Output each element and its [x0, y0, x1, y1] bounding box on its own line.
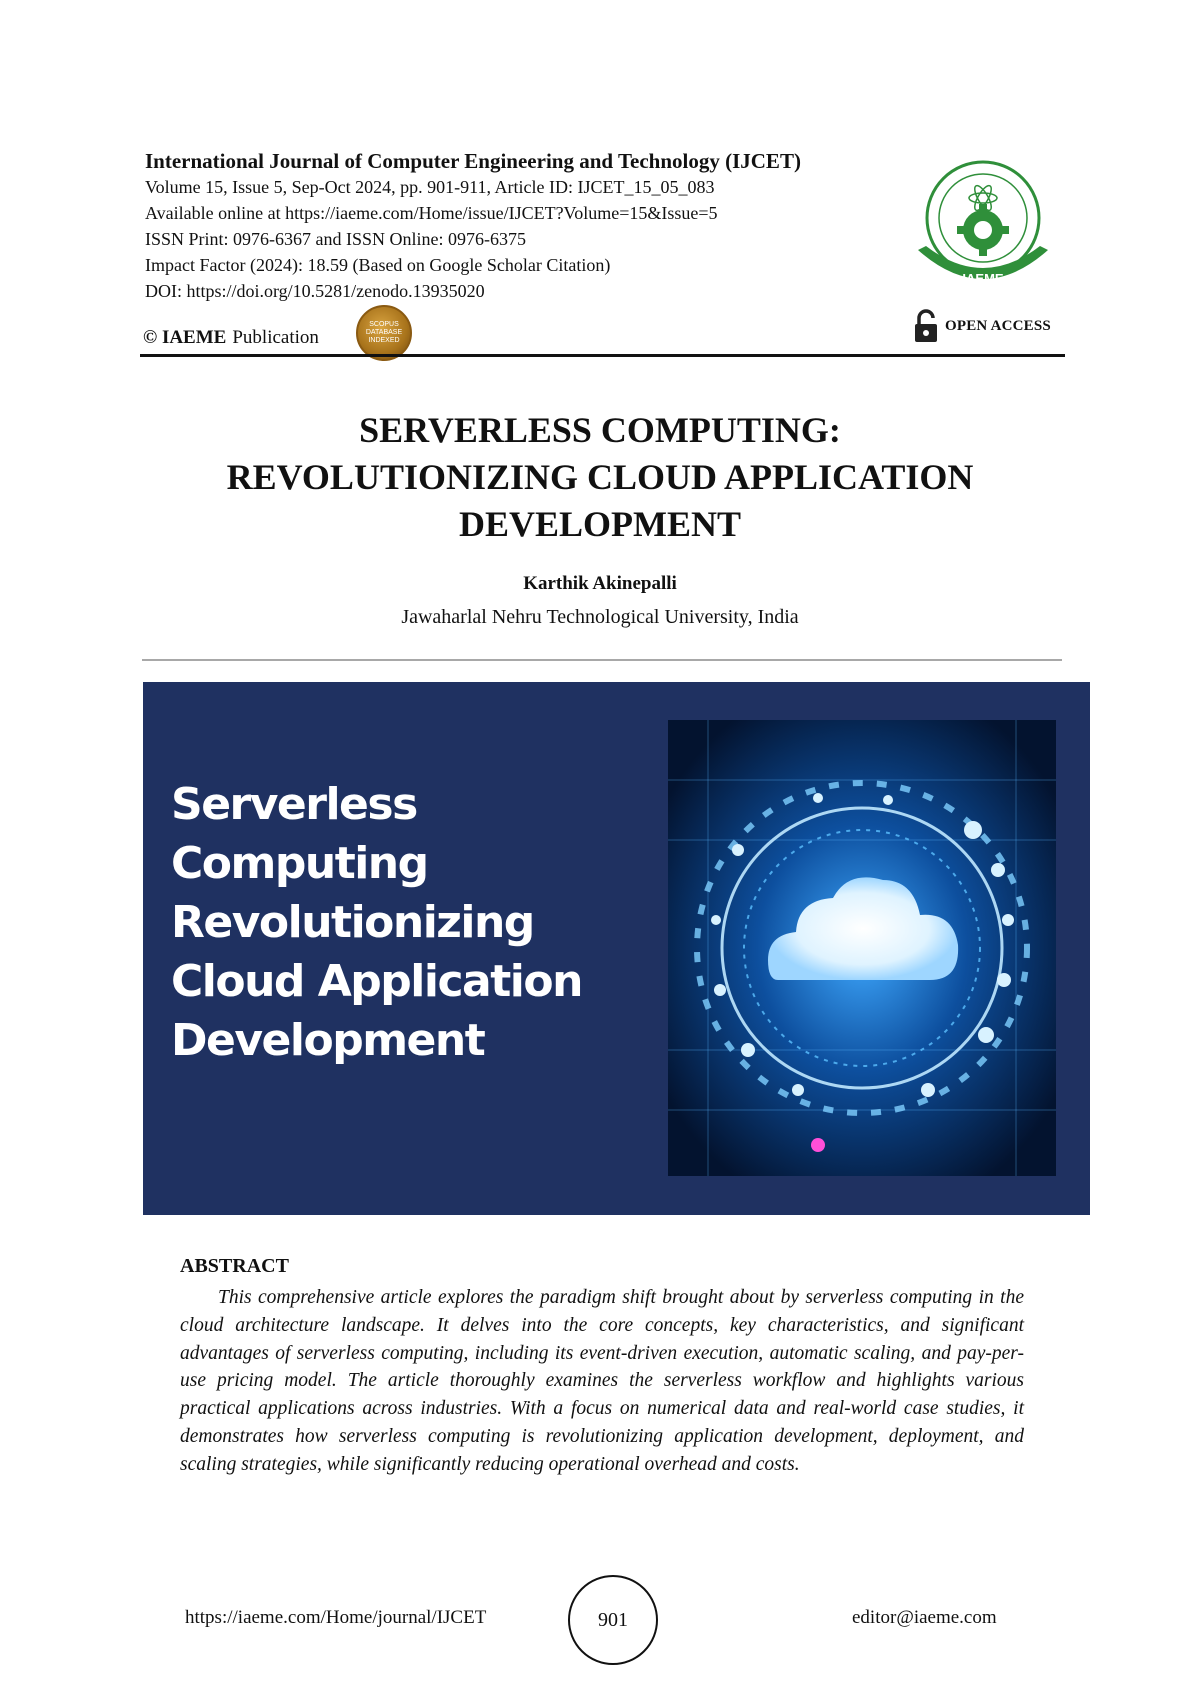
header-divider [140, 354, 1065, 357]
page-number: 901 [568, 1575, 658, 1665]
publisher-label: Publication [232, 327, 319, 348]
impact-factor-line: Impact Factor (2024): 18.59 (Based on Google Scholar Citation) [145, 255, 611, 275]
banner-line: Cloud Application [171, 956, 582, 1007]
journal-title: International Journal of Computer Engineering and Technology (IJCET) [145, 149, 801, 173]
cover-banner [143, 682, 1090, 1215]
scopus-badge-icon: SCOPUS DATABASE INDEXED [356, 305, 412, 361]
iaeme-logo-icon [908, 158, 1058, 298]
volume-issue-line: Volume 15, Issue 5, Sep-Oct 2024, pp. 901-911, Article ID: IJCET_15_05_083 [145, 177, 715, 197]
open-lock-icon [913, 309, 939, 343]
abstract-text: This comprehensive article explores the paradigm shift brought about by serverless computing in the cloud architecture landscape. It delves into the core concepts, key characteristics, and significant advantages of serverless computing, including its event-driven execution, automatic scaling, and pay-per-use pricing model. The article thoroughly examines the serverless workflow and highlights various practical applications across industries. With a focus on numerical data and real-world case studies, it demonstrates how serverless computing is revolutionizing application development, deployment, and scaling strategies, while significantly reducing operational overhead and costs. [180, 1287, 1024, 1475]
available-online-line: Available online at https://iaeme.com/Home/issue/IJCET?Volume=15&Issue=5 [145, 203, 718, 223]
abstract-heading: ABSTRACT [180, 1255, 289, 1277]
banner-line: Serverless [171, 779, 417, 830]
article-title [100, 407, 1100, 548]
banner-line: Revolutionizing [171, 897, 534, 948]
title-divider [142, 659, 1062, 661]
publisher-line [143, 327, 319, 349]
footer-journal-link[interactable]: https://iaeme.com/Home/journal/IJCET [185, 1607, 487, 1628]
title-line: DEVELOPMENT [458, 504, 742, 544]
doi-line: DOI: https://doi.org/10.5281/zenodo.13935020 [145, 281, 485, 301]
author-name: Karthik Akinepalli [523, 573, 677, 594]
footer-email-link[interactable]: editor@iaeme.com [852, 1607, 997, 1628]
open-access-badge [913, 309, 1051, 343]
banner-line: Computing [171, 838, 428, 889]
publisher-name: © IAEME [143, 327, 227, 348]
logo-text: IAEME [962, 271, 1004, 286]
author-affiliation: Jawaharlal Nehru Technological University, India [401, 606, 799, 628]
title-line: SERVERLESS COMPUTING: [359, 410, 841, 450]
banner-line: Development [171, 1015, 485, 1066]
title-line: REVOLUTIONIZING CLOUD APPLICATION [226, 457, 974, 497]
banner-title [171, 775, 601, 1070]
issn-line: ISSN Print: 0976-6367 and ISSN Online: 0976-6375 [145, 229, 527, 249]
cloud-illustration [668, 720, 1056, 1176]
open-access-label: OPEN ACCESS [945, 317, 1051, 334]
